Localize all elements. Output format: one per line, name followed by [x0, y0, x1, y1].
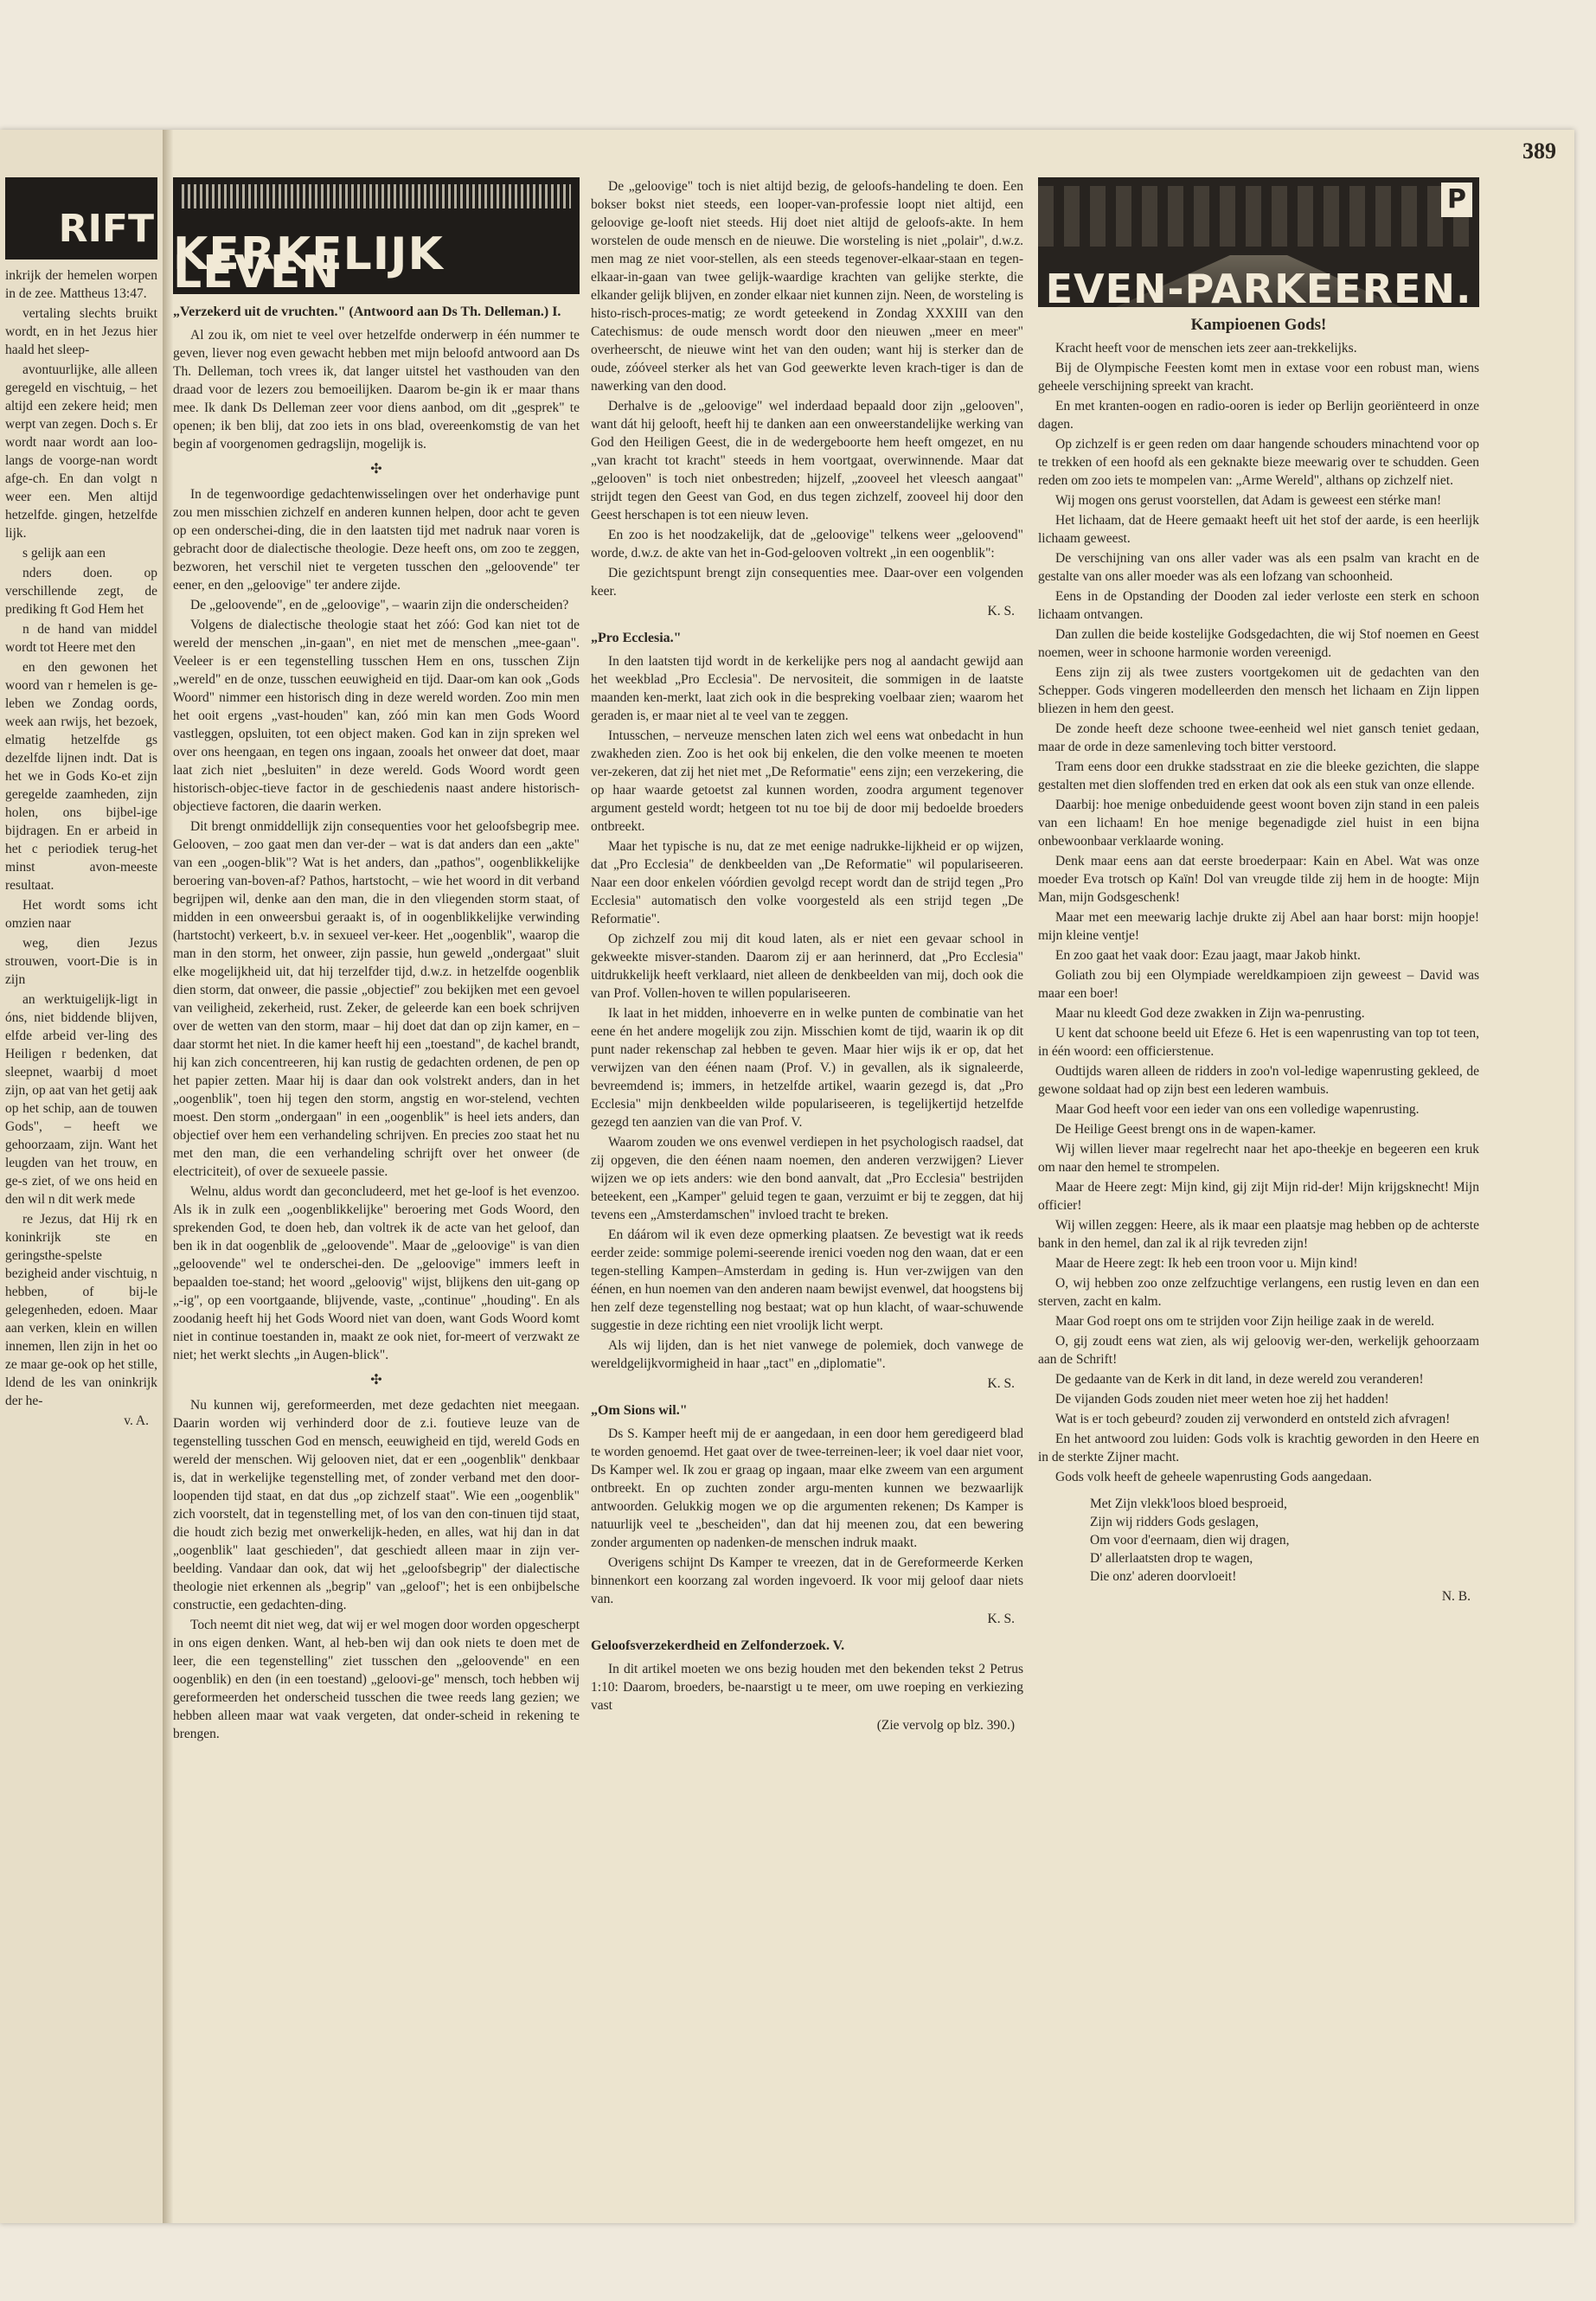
even-parkeeren-masthead — [1038, 177, 1479, 307]
left-block-4: s gelijk aan een — [22, 546, 106, 561]
paragraph: Maar de Heere zegt: Ik heb een troon voor u. Mijn kind! — [1055, 1256, 1358, 1271]
paragraph: Dit brengt onmiddellijk zijn consequenties voor het geloofsbegrip mee. Gelooven, – zoo gaat men dan ver-der – wat is dat anders dan een „akte" van een „oogen-blik"? Wat is het anders, dan „pathos", oogenblikkelijke beroering van-boven-af? Pathos, hartstocht, – wie het woord in dit verband begrijpen wil, denke aan den man, die in den vliegenden storm staat, of midden in een onweersbui geraakt is, of in oogenblikkelijke verwinding (hartstocht) verkeert, b.v. in sexueel ver-keer. Het „oogenblik", waarop die man in den storm, het onweer, zijn passie, hun geweld „ondergaat" sluit elke mogelijkheid uit, dat hij terzelfder tijd, d.w.z. in hetzelfde oogenblik dien storm, dat onweer, die passie „objectief" zou bekijken met een gevoel van veiligheid, zekerheid, rust. Zeker, de geleerde kan een boek schrijven over de wetten van den storm, maar – hij doet dat dan op zijn kamer, en – daar stormt het niet. In die kamer heeft hij een „toestand", de kachel brandt, hij kan zich concentreeren, hij kan rustig de gedachten ordenen, de pen op het papier zetten. Maar hij is daar dan ook volstrekt anders, dan in het „oogenblik", toen hij tegen den storm, angstig en wor-stelend, vechten moest. Den storm „ondergaan" in een „oogenblik" is heel iets anders, dan objectief over hem een verhandeling schrijven. En precies zoo staat het nu met den man, die een verhandeling schrijft over het onweer (de electriciteit), of over de sexueele passie. — [173, 819, 580, 1179]
paragraph: Intusschen, – nerveuze menschen laten zich wel eens wat onbedacht in hun zwakheden zien. Zoo is het ook bij enkelen, die den volke meenen te moeten ver-zekeren, dat zij het niet met „De Reformatie" eens zijn; een verzekering, die op haar waarde getoetst zal kunnen worden, zoodra argument tegenover argument gesteld wordt; hetgeen tot nu toe bij de door mij bedoelde broeders ontbreekt. — [591, 728, 1023, 834]
paragraph: In den laatsten tijd wordt in de kerkelijke pers nog al aandacht gewijd aan het weekblad „Pro Ecclesia". De nervositeit, die sommigen in de laatste maanden ken-merkt, laat zich ook in die bespreking voelbaar zien; waarom het geraden is, er maar niet al te veel van te zeggen. — [591, 654, 1023, 723]
paragraph: Denk maar eens aan dat eerste broederpaar: Kain en Abel. Wat was onze moeder Eva trotsch op Kaïn! Dol van vreugde tilde zij hem in de hoogte: Mijn Man, mijn Godsgeschenk! — [1038, 854, 1479, 905]
paragraph: In dit artikel moeten we ons bezig houden met den bekenden tekst 2 Petrus 1:10: Daarom, broeders, be-naarstigt u te meer, om uwe roeping en verkiezing vast — [591, 1662, 1023, 1713]
paragraph: Volgens de dialectische theologie staat het zóó: God kan niet tot de wereld der menschen „in-gaan", en niet met de menschen „mee-gaan". Veeleer is er een tegenstelling tusschen Hem en ons, tusschen Zijn „wereld" en de onze, tusschen eeuwigheid en tijd. Daar-om kan ook „Gods Woord" nimmer een historisch ding in deze wereld worden. Zoo min men het ooit ergens „vast-houden" kan, zóó min kan men Gods Woord vastleggen, opsluiten, tot een object maken. God kan in zijn spreken wel over ons heengaan, en tegen ons ingaan, zooals het onweer dat doet, maar laat zich niet „besluiten" in deze wereld. Gods Woord wordt geen historisch-objec-tieve factor in de geschiedenis naast andere historisch-objectieve factoren, die daarin werken. — [173, 618, 580, 814]
paragraph: Maar het typische is nu, dat ze met eenige nadrukke-lijkheid er op wijzen, dat „Pro Ecclesia" de denkbeelden van „De Reformatie" wil populariseeren. Naar een door enkelen vóórdien gevolgd recept wordt dan de strijd tegen „Pro Ecclesia" automatisch den volke voorgesteld als een strijd tegen „De Reformatie". — [591, 839, 1023, 926]
signature: K. S. — [987, 1612, 1015, 1626]
paragraph: Maar God heeft voor een ieder van ons een volledige wapenrusting. — [1055, 1102, 1420, 1117]
poem-line: Om voor d'eernaam, dien wij dragen, — [1090, 1533, 1290, 1548]
paragraph: En dáárom wil ik even deze opmerking plaatsen. Ze bevestigt wat ik reeds eerder zeide: sommige polemi-seerende irenici voeden nog den waan, dat er een tegen-stelling Kampen–Amsterdam in geding is. Hun ver-zwijgen van den éénen, en hun noemen van den anderen naam bewijst evenwel, dat hoogstens bij hen zelf deze tegenstelling nog bestaat; wat op hun klacht, of waar-schuwende suggestie in deze richting een niet vroolijk licht werpt. — [591, 1227, 1023, 1333]
separator-icon: ✣ — [370, 1373, 382, 1388]
paragraph: Wij mogen ons gerust voorstellen, dat Adam is geweest een stérke man! — [1055, 493, 1442, 508]
masthead-ornament — [182, 184, 571, 208]
paragraph: Waarom zouden we ons evenwel verdiepen in het psychologisch raadsel, dat zij opgeven, die den éénen naam noemen, den anderen verzwijgen? Liever wijzen we op iets anders: wie den bond aanvalt, dat „Pro Ecclesia" bestrijden beteekent, een „Kamper" geluid tegen te gaan, verzuimt er bij te zeggen, dat hij tevens een „Amsterdamschen" invloed tracht te breken. — [591, 1135, 1023, 1222]
paragraph: Derhalve is de „geloovige" wel inderdaad bepaald door zijn „gelooven", want dát hij gelooft, heeft hij te danken aan een onweerstandelijke werking van God den Heiligen Geest, die in de wedergeboorte hem heeft omgezet, en nu „van kracht tot kracht" steeds in hem voortgaat, overwinnende. Maar dat „gelooven" is toch niet onbestreden; hijzelf, „zooveel het vleesch aangaat" strijdt tegen den Geest van God, en dus tegen zichzelf, zooveel hij door den Geest herschapen is tot een nieuw leven. — [591, 399, 1023, 522]
signature: K. S. — [987, 1376, 1015, 1391]
paragraph: Wij willen zeggen: Heere, als ik maar een plaatsje mag hebben op de achterste bank in den hemel, dan zal ik al rijk tevreden zijn! — [1038, 1218, 1479, 1251]
paragraph: Wat is er toch gebeurd? zouden zij verwonderd en ontsteld zich afvragen! — [1055, 1412, 1451, 1426]
middle-column — [591, 177, 1023, 2206]
article-title: Kampioenen Gods! — [1190, 316, 1327, 334]
paragraph: Op zichzelf is er geen reden om daar hangende schouders minachtend voor op te trekken of een hoofd als een geknakte bieze meewarig over te schudden. Geen reden om zoo iets te mompelen van: „Arme Wereld", althans op zichzelf niet. — [1038, 437, 1479, 488]
paragraph: De „geloovende", en de „geloovige", – waarin zijn die onderscheiden? — [190, 598, 569, 612]
kerkelijk-leven-column — [173, 177, 580, 2202]
paragraph: Dan zullen die beide kostelijke Godsgedachten, die wij Stof noemen en Geest noemen, weer in schoone harmonie worden vereenigd. — [1038, 627, 1479, 660]
paragraph: De zonde heeft deze schoone twee-eenheid wel niet gansch teniet gedaan, maar de orde in deze samenleving toch bitter verstoord. — [1038, 721, 1479, 754]
paragraph: De Heilige Geest brengt ons in de wapen-kamer. — [1055, 1122, 1317, 1137]
paragraph: Tram eens door een drukke stadsstraat en zie die bleeke gezichten, die slappe gestalten met dien sloffenden tred en erken dat ook als een stuk van onze ellende. — [1038, 760, 1479, 792]
signature: K. S. — [987, 604, 1015, 619]
left-block-2: vertaling slechts bruikt wordt, en in het Jezus hier haald het sleep- — [5, 306, 157, 357]
left-block-9: weg, dien Jezus strouwen, voort-Die is in zijn — [5, 936, 157, 987]
paragraph: Die gezichtspunt brengt zijn consequenties mee. Daar-over een volgenden keer. — [591, 566, 1023, 599]
poem-line: D' allerlaatsten drop te wagen, — [1090, 1551, 1253, 1566]
continued-note: (Zie vervolg op blz. 390.) — [876, 1718, 1015, 1733]
paragraph: O, gij zoudt eens wat zien, als wij geloovig wer-den, werkelijk gehoorzaam aan de Schrift! — [1038, 1334, 1479, 1367]
paragraph: En zoo is het noodzakelijk, dat de „geloovige" telkens weer „geloovend" worde, d.w.z. de akte van het in-God-gelooven voltrekt „in een oogenblik": — [591, 528, 1023, 561]
page-number: 389 — [1522, 138, 1556, 163]
poem-line: Zijn wij ridders Gods geslagen, — [1090, 1515, 1259, 1529]
article-title: „Verzekerd uit de vruchten." (Antwoord aan Ds Th. Delleman.) I. — [173, 304, 561, 319]
separator-icon: ✣ — [370, 462, 382, 477]
poem — [1090, 1495, 1479, 1586]
left-block-5: nders doen. op verschillende zegt, de prediking ft God Hem het — [5, 566, 157, 617]
kerkelijk-leven-masthead — [173, 177, 580, 298]
section-heading: „Pro Ecclesia." — [591, 631, 682, 645]
left-signature: v. A. — [124, 1413, 149, 1428]
paragraph: Goliath zou bij een Olympiade wereldkampioen zijn geweest – David was maar een boer! — [1038, 968, 1479, 1001]
paragraph: De verschijning van ons aller vader was als een psalm van kracht en de gestalte van ons aller moeder was als een lofzang van schoonheid. — [1038, 551, 1479, 584]
kerkelijk-leven-title: KERKELIJK LEVEN — [173, 228, 444, 298]
paragraph: Daarbij: hoe menige onbeduidende geest woont boven zijn stand in een paleis van een lichaam! En hoe menige begenadigde ziel huist in een bijna onbewoonbaar verklaarde woning. — [1038, 798, 1479, 849]
paragraph: Maar met een meewarig lachje drukte zij Abel aan haar borst: mijn hoopje! mijn kleine ventje! — [1038, 910, 1479, 943]
poem-line: Met Zijn vlekk'loos bloed besproeid, — [1090, 1497, 1287, 1511]
left-block-3: avontuurlijke, alle alleen geregeld en vischtuig, – het altijd een zekere heid; men werpt van zegen. Doch s. Er wordt naar wordt aan loo-langs de voorge-nan wordt afge-ch. En dan volgt n weer een. Men altijd hetzelfde. gingen, hetzelfde lijk. — [5, 362, 157, 541]
paragraph: U kent dat schoone beeld uit Efeze 6. Het is een wapenrusting van top tot teen, in één woord: een officierstenue. — [1038, 1026, 1479, 1059]
poem-line: Die onz' aderen doorvloeit! — [1090, 1569, 1237, 1584]
paragraph: Maar nu kleedt God deze zwakken in Zijn wa-penrusting. — [1055, 1006, 1365, 1021]
left-block-7: en den gewonen het woord van r hemelen is ge-leben we Zondag oords, week aan rwijs, het bezoek, elmatig hetzelfde gs dezelfde lijnen indt. Dat is het we in Gods Ko-et zijn geregelde zaamheden, zijn holen, ons bijbel-ige bijdragen. En er arbeid in het c periodiek terug-het minst avon-meeste resultaat. — [5, 660, 157, 893]
paragraph: Als wij lijden, dan is het niet vanwege de polemiek, doch vanwege de wereldgelijkvormigheid in haar „tact" en „diplomatie". — [591, 1338, 1023, 1371]
left-block-8: Het wordt soms icht omzien naar — [5, 898, 157, 931]
paragraph: En zoo gaat het vaak door: Ezau jaagt, maar Jakob hinkt. — [1055, 948, 1361, 963]
paragraph: En met kranten-oogen en radio-ooren is ieder op Berlijn georiënteerd in onze dagen. — [1038, 399, 1479, 432]
left-block-10: an werktuigelijk-ligt in óns, niet biddende blijven, elfde arbeid ver-ling des Heiligen r bedenken, dat sleepnet, waarbij d moet zijn, op aat van het getij aak op het schip, aan de touwen Gods", – heeft we gehoorzaam, zijn. Want het leugden van het trouw, en ge-s ziet, of we ons heid en den wil n dit werk mede — [5, 992, 157, 1207]
paragraph: In de tegenwoordige gedachtenwisselingen over het onderhavige punt zou men misschien zichzelf en anderen kunnen helpen, door acht te geven op een onderschei-ding, die in den laatsten tijd met nadruk naar voren is gebracht door de dialectische theologie. Deze heeft ons, om zoo te zeggen, bezworen, het verschil niet te vergeten tusschen den „geloovende" ter eener, en den „geloovige" ter andere zijde. — [173, 487, 580, 593]
paragraph: Maar God roept ons om te strijden voor Zijn heilige zaak in de wereld. — [1055, 1314, 1435, 1329]
section-heading: „Om Sions wil." — [591, 1403, 688, 1418]
article-body — [1038, 339, 1479, 1486]
paragraph: En het antwoord zou luiden: Gods volk is krachtig geworden in den Heere en in de sterkte Zijner macht. — [1038, 1432, 1479, 1465]
paragraph: O, wij hebben zoo onze zelfzuchtige verlangens, een rustig leven en dan een sterven, zacht en kalm. — [1038, 1276, 1479, 1309]
left-block-1: inkrijk der hemelen worpen in de zee. Mattheus 13:47. — [5, 268, 157, 301]
masthead-trees-illustration — [1038, 186, 1479, 247]
paragraph: Welnu, aldus wordt dan geconcludeerd, met het ge-loof is het evenzoo. Als ik in zulk een „oogenblikkelijke" beroering met Gods Woord, den sprekenden God, te doen heb, dan voltrek ik de acte van het geloof, dan ben ik in dat oogenblik de „geloovende". Maar de „geloovige" is van dien „geloovende" wel te onderschei-den. De „geloovige" immers leeft in bepaalden toe-stand; het woord „geloovig" wijst, blijkens den uit-gang op „-ig", op een voortgaande, blijvende, vaste, „continue" „houding". En als zoodanig heeft hij het Gods Woord niet van doen, want Gods Woord komt niet in continue toestanden in, maakt ze ook niet, for-meert of verzwakt ze niet; het werkt slechts „in Augen-blick". — [173, 1184, 580, 1362]
signature: N. B. — [1441, 1589, 1471, 1604]
paragraph: Het lichaam, dat de Heere gemaakt heeft uit het stof der aarde, is een heerlijk lichaam geweest. — [1038, 513, 1479, 546]
paragraph: Ik laat in het midden, inhoeverre en in welke punten de combinatie van het eene én het andere mogelijk zou zijn. Misschien komt de tijd, waarin ik op dit punt nader rekenschap zal hebben te geven. Maar hier wijs ik er op, dat het verwijzen van den éénen naam (Prof. V.) in gevallen, als ik signaleerde, bevreemdend is; immers, in hetzelfde artikel, waarin gezegd is, dat „Pro Ecclesia" mijn denkbeelden wilde populariseeren, is tegelijkertijd hetzelfde gezegd ten aanzien van die van Prof. V. — [591, 1006, 1023, 1130]
paragraph: Bij de Olympische Feesten komt men in extase voor een robust man, wiens geheele verschijning spreekt van kracht. — [1038, 361, 1479, 394]
paragraph: Eens zijn zij als twee zusters voortgekomen uit de gedachten van den Schepper. Gods vingeren modelleerden den mensch het lichaam en Zijn lippen bliezen in hem den geest. — [1038, 665, 1479, 716]
paragraph: Op zichzelf zou mij dit koud laten, als er niet een gevaar school in gekweekte misver-standen. Daarom zij er aan herinnerd, dat „Pro Ecclesia" uitdrukkelijk heeft verklaard, niet alleen de denkbeelden van mij, doch ook die van Prof. Vollen-hoven te willen populariseeren. — [591, 932, 1023, 1001]
paragraph: Ds S. Kamper heeft mij de er aangedaan, in een door hem geredigeerd blad te worden genoemd. Het gaat over de twee-terreinen-leer; ik voel daar niet voor, Ds Kamper wel. Ik zou er graag op ingaan, maar elke zweem van een argument ontbreekt. En op zuchten zonder argu-menten kunnen we bezwaarlijk antwoorden. Gelukkig mogen we op die argumenten rekenen; Ds Kamper is natuurlijk veel te „bescheiden", dan dat hij meenen zou, dat een bewering zonder argumenten op nadenken-de menschen indruk maakt. — [591, 1426, 1023, 1550]
even-parkeeren-title: EVEN-PARKEEREN. — [1045, 266, 1472, 307]
paragraph: Maar de Heere zegt: Mijn kind, gij zijt Mijn rid-der! Mijn krijgsknecht! Mijn officier! — [1038, 1180, 1479, 1213]
paragraph: Oudtijds waren alleen de ridders in zoo'n vol-ledige wapenrusting gekleed, de gewone soldaat had op zijn best een lederen wambuis. — [1038, 1064, 1479, 1097]
left-column — [5, 177, 157, 2202]
paragraph: Eens in de Opstanding der Dooden zal ieder verloste een sterk en schoon lichaam ontvangen. — [1038, 589, 1479, 622]
paragraph: De „geloovige" toch is niet altijd bezig, de geloofs-handeling te doen. Een bokser bokst niet steeds, een looper-van-professie loopt niet altijd, een geloovige ge-looft niet steeds. Hij doet niet altijd de geloofs-akte. In hem worstelen de oude mensch en de nieuwe. Die worsteling is niet „polair", d.w.z. men mag ze niet voor-stellen, als een steeds tegenover-elkaar-staan en tegen-elkaar-in-gaan van twee gelijk-waardige krachten van gelijke sterkte, die elkander gelijk blijven, en zonder elkaar niet kunnen zijn. Neen, de worsteling is histo-risch-proces-matig; ze wordt geteekend in Zondag XXXIII van den Catechismus: de oude mensch wordt door den nieuwen „meer en meer" overheerscht, de nieuwe wint het van den ouden; want hij is sterker dan de oude, zóóveel sterker als het van God geewerkte leven krach-tiger is dan de nawerking van den dood. — [591, 179, 1023, 394]
paragraph: Gods volk heeft de geheele wapenrusting Gods aangedaan. — [1055, 1470, 1372, 1484]
left-block-11: re Jezus, dat Hij rk en koninkrijk ste en geringsthe-spelste bezigheid ander vischtuig, n hebben, of bij-le gelegenheden, edoen. Maar aan verken, klein en willen innemen, llen zijn in het oo ze maar ge-ook op het stille, ldend de les van oninkrijk der he- — [5, 1212, 157, 1408]
left-masthead: RIFT — [5, 177, 157, 260]
parking-sign-icon: P — [1441, 183, 1472, 217]
paragraph: Overigens schijnt Ds Kamper te vreezen, dat in de Gereformeerde Kerken binnenkort een koorzang zal worden ingevoerd. Ik voor mij geloof daar niets van. — [591, 1555, 1023, 1606]
even-parkeeren-column — [1038, 177, 1479, 2206]
paragraph: Wij willen liever maar regelrecht naar het apo-theekje en begeeren een kruk om naar den hemel te strompelen. — [1038, 1142, 1479, 1175]
paragraph: Toch neemt dit niet weg, dat wij er wel mogen door worden opgescherpt in ons eigen denken. Want, al heb-ben wij dan ook niets te doen met de leer, die een tegenstelling" ziet tusschen den „geloovende" en een oogenblik) en den (in een toestand) „geloovi-ge" mensch, toch hebben wij gereformeerden het onderscheid tusschen die twee reeds lang gezien; we hebben alleen maar wat vaak vergeten, dat onder-scheid in rekening te brengen. — [173, 1618, 580, 1741]
paragraph: De vijanden Gods zouden niet meer weten hoe zij het hadden! — [1055, 1392, 1389, 1407]
paragraph: De gedaante van de Kerk in dit land, in deze wereld zou veranderen! — [1055, 1372, 1424, 1387]
paragraph: Al zou ik, om niet te veel over hetzelfde onderwerp in één nummer te geven, liever nog even gewacht hebben met mijn beloofd antwoord aan Ds Th. Delleman, toch vrees ik, dat langer uitstel het vasthouden van den draad voor de lezers zou bemoeilijken. Daarom be-gin ik er maar thans mee. Ik dank Ds Delleman zeer voor diens aanbod, om dit „gesprek" te openen; ik ben blij, dat zoo iets in ons blad, overeenkomstig de van het begin af voorgenomen gedragslijn, mogelijk is. — [173, 328, 580, 452]
section-heading: Geloofsverzekerdheid en Zelfonderzoek. V. — [591, 1638, 845, 1653]
paragraph: Kracht heeft voor de menschen iets zeer aan-trekkelijks. — [1055, 341, 1357, 356]
paragraph: Nu kunnen wij, gereformeerden, met deze gedachten niet meegaan. Daarin worden wij verhinderd door de z.i. foutieve leuze van de tegenstelling tusschen God en mensch, eeuwigheid en tijd, wereld Gods en wereld der menschen. Wij gelooven niet, dat er een „oogenblik" denkbaar is, dat in werkelijke tegenstelling met, of zonder verband met den door-loopenden tijd staat, en dat dus „op zichzelf staat". Wie een „oogenblik" zich voorstelt, dat in tegenstelling met, of los van den con-tinuen tijd staat, die houdt zich bezig met onwerkelijk-heden, en alles, wat hij dan in dat „oogenblik" laat geschieden", dat geschiedt alleen maar in zijn ver-beelding. Vandaar dan ook, dat wij het „geloofsbegrip" der dialectische theologie niet erkennen als „begrip" van „geloof"; het is een onbijbelsche constructie, een gedachten-ding. — [173, 1398, 580, 1612]
left-block-6: n de hand van middel wordt tot Heere met den — [5, 622, 157, 655]
page-fold — [163, 130, 173, 2223]
